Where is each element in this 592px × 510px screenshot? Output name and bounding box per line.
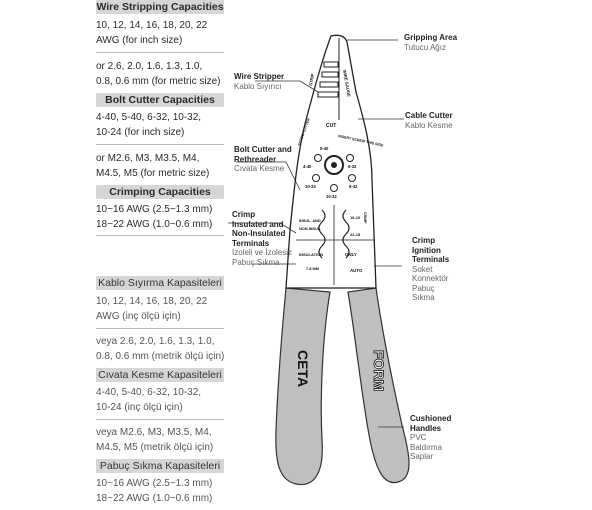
marking-7-8mm: 7-8 MM <box>306 267 319 271</box>
thread-hole <box>313 175 320 182</box>
marking-22-18: 22-18 <box>350 232 361 237</box>
wire-stripping-line: AWG (for inch size) <box>96 35 183 46</box>
tr-bolt-cutter-line: veya M2.6, M3, M3.5, M4, <box>96 427 212 438</box>
marking-8-32: 8-32 <box>349 184 358 189</box>
tr-wire-stripping-line: 0.8, 0.6 mm (metrik ölçü için) <box>96 351 225 362</box>
tr-wire-stripping-title: Kablo Sıyırma Kapasiteleri <box>96 276 224 290</box>
callout-gripping-area: Gripping Area Tutucu Ağız <box>404 33 458 52</box>
marking-screw-cutter: SCREW CUTTER <box>297 117 311 147</box>
callout-crimp-ignition: Crimp Ignition Terminals Soket Konnektör Pabuç Sıkma <box>412 236 450 302</box>
tr-wire-stripping-line: veya 2.6, 2.0, 1.6, 1.3, 1.0, <box>96 336 215 347</box>
tr-bolt-cutter-line: M4.5, M5 (metrik ölçü için) <box>96 442 214 453</box>
marking-6-32: 6-32 <box>348 164 357 169</box>
thread-hole <box>347 155 354 162</box>
crimping-title: Crimping Capacities <box>96 185 224 199</box>
marking-cut: CUT <box>326 123 337 129</box>
marking-wire-gauge: WIRE GAUGE <box>342 69 352 98</box>
tr-crimping-title: Pabuç Sıkma Kapasiteleri <box>96 459 224 473</box>
brand-form: FORM <box>371 350 387 392</box>
tr-wire-stripping-line: 10, 12, 14, 16, 18, 20, 22 <box>96 296 208 307</box>
tr-crimping-line: 10~16 AWG (2.5~1.3 mm) <box>96 478 213 489</box>
callout-handles: Cushioned Handles PVC Baldırma Saplar <box>410 414 452 461</box>
callout-crimp-insulated: Crimp Insulated and Non-Insulated Terminals İzoleli ve İzolesiz Pabuç Sıkma <box>232 210 293 267</box>
bolt-cutter-line: M4.5, M5 (for metric size) <box>96 168 210 179</box>
marking-strip: STRIP <box>308 73 316 87</box>
marking-10-32: 10-32 <box>326 194 337 199</box>
wire-stripping-line: 10, 12, 14, 16, 18, 20, 22 <box>96 20 208 31</box>
bolt-cutter-line: or M2.6, M3, M3.5, M4, <box>96 153 200 164</box>
bolt-cutter-line: 10-24 (for inch size) <box>96 127 185 138</box>
marking-only: ONLY <box>345 252 357 257</box>
tr-bolt-cutter-line: 4-40, 5-40, 6-32, 10-32, <box>96 387 202 398</box>
marking-16-10: 16-10 <box>350 215 361 220</box>
wire-stripping-title: Wire Stripping Capacities <box>96 1 224 13</box>
callout-wire-stripper: Wire Stripper Kablo Sıyırıcı <box>234 72 285 91</box>
bolt-cutter-title: Bolt Cutter Capacities <box>96 93 224 107</box>
tr-crimping-line: 18~22 AWG (1.0~0.6 mm) <box>96 493 213 504</box>
crimping-line: 10~16 AWG (2.5~1.3 mm) <box>96 204 213 215</box>
marking-insert-screw: INSERT SCREW THIS SIDE <box>337 134 384 148</box>
marking-4-40: 4-40 <box>303 164 312 169</box>
marking-insulation: INSULATION <box>299 252 324 257</box>
tr-wire-stripping-line: AWG (inç ölçü için) <box>96 311 181 322</box>
tr-bolt-cutter-line: 10-24 (inç ölçü için) <box>96 402 183 413</box>
marking-insul: INSUL. AND <box>299 219 321 223</box>
crimping-line: 18~22 AWG (1.0~0.6 mm) <box>96 219 213 230</box>
thread-hole <box>349 175 356 182</box>
tr-bolt-cutter-title: Cıvata Kesme Kapasiteleri <box>96 368 224 382</box>
wire-stripping-line: or 2.6, 2.0, 1.6, 1.3, 1.0, <box>96 61 203 72</box>
marking-10-24: 10-24 <box>305 184 316 189</box>
callout-bolt-cutter: Bolt Cutter and Rethreader Cıvata Kesme <box>234 145 292 173</box>
marking-non-insul: NON-INSUL. <box>299 227 322 231</box>
marking-crimp: CRIMP <box>363 212 367 224</box>
brand-ceta: CETA <box>295 350 311 388</box>
thread-hole <box>331 185 338 192</box>
thread-hole <box>315 155 322 162</box>
wire-stripping-line: 0.8, 0.6 mm (for metric size) <box>96 76 221 87</box>
marking-5-40: 5-40 <box>320 146 329 151</box>
bolt-cutter-line: 4-40, 5-40, 6-32, 10-32, <box>96 112 202 123</box>
marking-auto: AUTO <box>350 268 363 273</box>
callout-cable-cutter: Cable Cutter Kablo Kesme <box>405 111 453 130</box>
